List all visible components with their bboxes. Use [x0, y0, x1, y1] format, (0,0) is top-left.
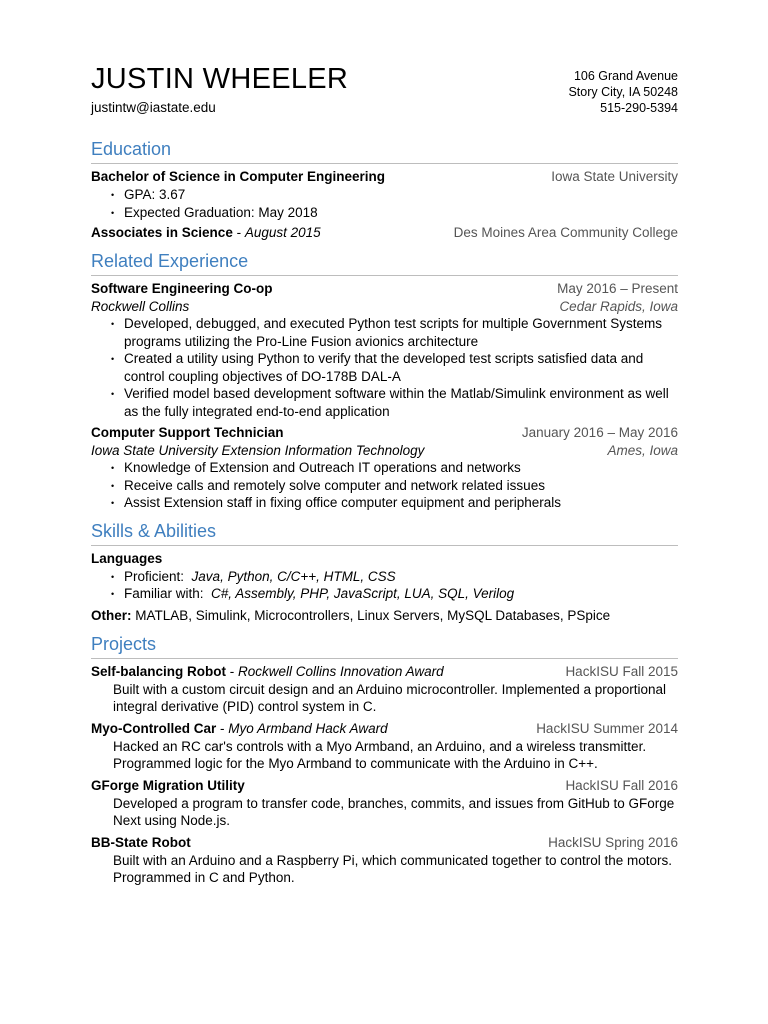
project-entry — [91, 720, 678, 773]
familiar-value: C#, Assembly, PHP, JavaScript, LUA, SQL, Verilog — [211, 586, 515, 601]
job-role: Computer Support Technician — [91, 425, 284, 440]
proficient-label: Proficient: — [124, 568, 185, 584]
list-item: • GPA: 3.67 — [113, 186, 678, 204]
job-dates: January 2016 – May 2016 — [521, 425, 678, 440]
job-dates: May 2016 – Present — [557, 281, 678, 296]
project-event: HackISU Summer 2014 — [536, 720, 678, 736]
list-item: • Developed, debugged, and executed Python test scripts for multiple Government Systems programs utilizing the Pro-Line Fusion avionics architecture — [113, 315, 678, 350]
project-entry — [91, 777, 678, 830]
separator: - — [232, 225, 245, 240]
school-name: Iowa State University — [551, 169, 678, 184]
address-line-1: 106 Grand Avenue — [573, 69, 678, 83]
project-event: HackISU Spring 2016 — [548, 834, 678, 850]
other-label: Other: — [91, 607, 132, 623]
list-item: • Knowledge of Extension and Outreach IT operations and networks — [113, 459, 678, 477]
list-item: • Expected Graduation: May 2018 — [113, 204, 678, 222]
section-title-experience: Related Experience — [91, 251, 249, 271]
resume-header — [91, 62, 678, 130]
degree-details — [91, 186, 678, 221]
languages-heading: Languages — [91, 550, 163, 566]
project-name: BB-State Robot — [91, 834, 191, 850]
project-name: Myo-Controlled Car — [91, 720, 217, 736]
job-entry — [91, 424, 678, 512]
other-value: MATLAB, Simulink, Microcontrollers, Linux Servers, MySQL Databases, PSpice — [135, 607, 611, 623]
list-item: • Verified model based development software within the Matlab/Simulink environment as well as the fully integrated end-to-end application — [113, 385, 678, 420]
separator: - — [226, 663, 238, 679]
project-award: Rockwell Collins Innovation Award — [238, 663, 444, 679]
job-bullets — [91, 459, 678, 512]
languages-list — [91, 568, 678, 603]
section-title-skills: Skills & Abilities — [91, 520, 217, 541]
degree-row — [91, 224, 678, 242]
job-role: Software Engineering Co-op — [91, 281, 273, 296]
list-item — [113, 585, 678, 603]
project-event: HackISU Fall 2015 — [565, 663, 678, 679]
familiar-label: Familiar with: — [124, 586, 204, 601]
section-divider — [91, 163, 678, 164]
candidate-name: JUSTIN WHEELER — [91, 63, 349, 95]
list-item: • Assist Extension staff in fixing office computer equipment and peripherals — [113, 494, 678, 512]
separator: - — [216, 720, 229, 736]
project-award: Myo Armband Hack Award — [228, 720, 388, 736]
resume-page — [91, 60, 678, 887]
project-name: Self-balancing Robot — [91, 663, 226, 679]
list-item: • Receive calls and remotely solve computer and network related issues — [113, 477, 678, 495]
project-entry — [91, 834, 678, 887]
job-bullets — [91, 315, 678, 420]
project-entry — [91, 663, 678, 716]
degree-title: Associates in Science — [91, 225, 233, 240]
job-company: Iowa State University Extension Information Technology — [91, 443, 425, 458]
project-description: Built with a custom circuit design and an Arduino microcontroller. Implemented a proportional integral derivative (PID) control system in C. — [113, 681, 667, 714]
section-divider — [91, 658, 678, 659]
job-location: Cedar Rapids, Iowa — [559, 299, 678, 314]
degree-row — [91, 168, 678, 186]
project-event: HackISU Fall 2016 — [565, 777, 678, 793]
phone-number: 515-290-5394 — [600, 101, 678, 115]
job-location: Ames, Iowa — [607, 443, 678, 458]
job-entry — [91, 280, 678, 420]
section-title-projects: Projects — [91, 633, 157, 654]
project-name: GForge Migration Utility — [91, 777, 245, 793]
address-line-2: Story City, IA 50248 — [568, 85, 678, 99]
list-item: • Created a utility using Python to verify that the developed test scripts satisfied data and control coupling objectives of DO-178B DAL-A — [113, 350, 678, 385]
section-divider — [91, 275, 678, 276]
job-company: Rockwell Collins — [91, 299, 190, 314]
degree-date: August 2015 — [244, 225, 321, 240]
contact-block — [568, 68, 678, 116]
section-divider — [91, 545, 678, 546]
other-skills-row — [91, 607, 678, 625]
section-title-education: Education — [91, 139, 172, 159]
list-item — [113, 568, 678, 586]
proficient-value: Java, Python, C/C++, HTML, CSS — [191, 568, 396, 584]
email-address[interactable]: justintw@iastate.edu — [91, 100, 216, 115]
project-description: Developed a program to transfer code, branches, commits, and issues from GitHub to GForge Next using Node.js. — [113, 795, 675, 828]
project-description: Hacked an RC car's controls with a Myo Armband, an Arduino, and a wireless transmitter. Programmed logic for the Myo Armband to communicate with the Arduino in C++. — [113, 738, 647, 771]
degree-title: Bachelor of Science in Computer Engineering — [91, 169, 386, 184]
project-description: Built with an Arduino and a Raspberry Pi, which communicated together to control the motors. Programmed in C and Python. — [113, 852, 673, 885]
school-name: Des Moines Area Community College — [453, 225, 678, 240]
